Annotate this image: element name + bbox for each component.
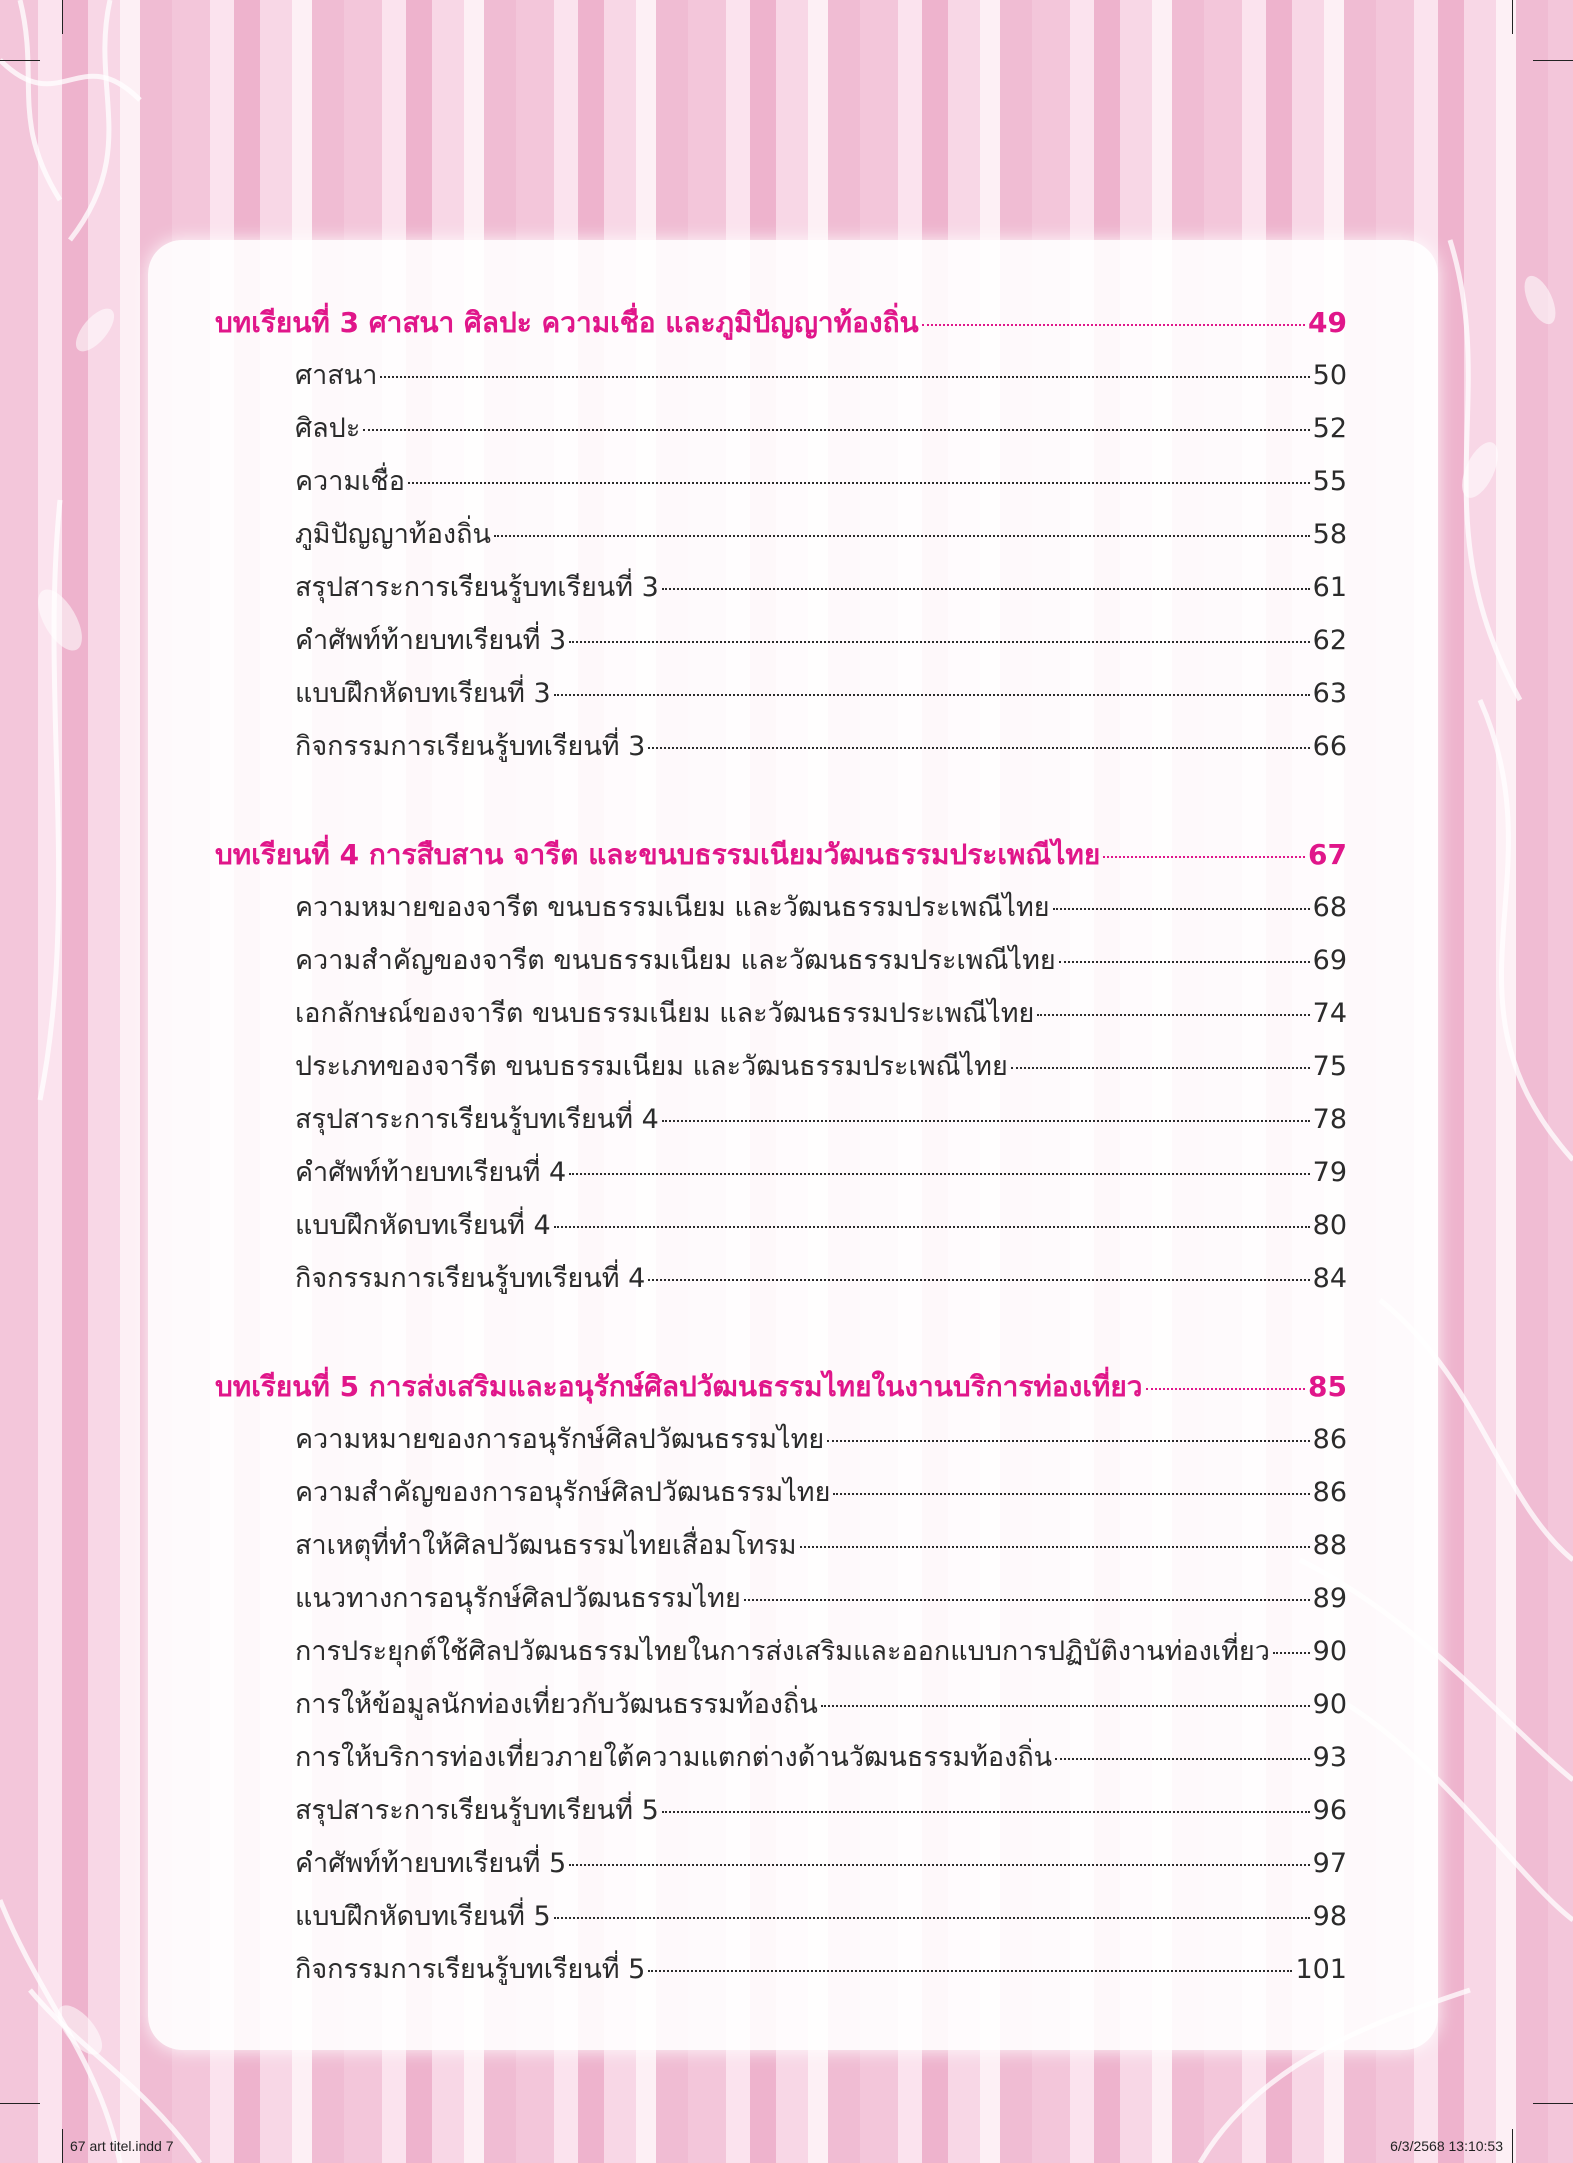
entry-page-number: 62 <box>1312 625 1347 656</box>
chapter-title: บทเรียนที่ 5 การส่งเสริมและอนุรักษ์ศิลปวัฒนธรรมไทยในงานบริการท่องเที่ยว <box>215 1370 1143 1403</box>
entry-title: ศิลปะ <box>295 413 361 444</box>
toc-entry[interactable] <box>215 1943 1347 1996</box>
dot-leader <box>1146 1388 1306 1390</box>
entry-title: เอกลักษณ์ของจารีต ขนบธรรมเนียม และวัฒนธรรมประเพณีไทย <box>295 998 1035 1029</box>
entry-title: คำศัพท์ท้ายบทเรียนที่ 3 <box>295 625 567 656</box>
crop-mark <box>1533 2103 1573 2104</box>
entry-title: การให้ข้อมูลนักท่องเที่ยวกับวัฒนธรรมท้องถิ่น <box>295 1689 818 1720</box>
dot-leader <box>554 694 1310 696</box>
chapter-heading[interactable] <box>215 1360 1347 1413</box>
table-of-contents <box>215 296 1347 1996</box>
entry-title: ประเภทของจารีต ขนบธรรมเนียม และวัฒนธรรมประเพณีไทย <box>295 1051 1008 1082</box>
entry-page-number: 84 <box>1312 1263 1347 1294</box>
chapter-title: บทเรียนที่ 3 ศาสนา ศิลปะ ความเชื่อ และภูมิปัญญาท้องถิ่น <box>215 306 919 339</box>
toc-entry[interactable] <box>215 402 1347 455</box>
dot-leader <box>648 747 1309 749</box>
dot-leader <box>554 1917 1310 1919</box>
toc-entry[interactable] <box>215 1678 1347 1731</box>
toc-entry[interactable] <box>215 508 1347 561</box>
entry-title: แบบฝึกหัดบทเรียนที่ 5 <box>295 1901 551 1932</box>
dot-leader <box>662 1811 1310 1813</box>
dot-leader <box>800 1546 1310 1548</box>
entry-page-number: 68 <box>1312 892 1347 923</box>
dot-leader <box>1037 1014 1309 1016</box>
dot-leader <box>569 1173 1309 1175</box>
entry-title: กิจกรรมการเรียนรู้บทเรียนที่ 5 <box>295 1954 646 1985</box>
entry-page-number: 78 <box>1312 1104 1347 1135</box>
dot-leader <box>1011 1067 1310 1069</box>
crop-mark <box>1512 2129 1513 2163</box>
chapter-heading[interactable] <box>215 828 1347 881</box>
entry-page-number: 66 <box>1312 731 1347 762</box>
footer-file-slug: 67 art titel.indd 7 <box>70 2138 174 2154</box>
dot-leader <box>1273 1652 1310 1654</box>
entry-title: ความสำคัญของการอนุรักษ์ศิลปวัฒนธรรมไทย <box>295 1477 831 1508</box>
toc-entry[interactable] <box>215 1890 1347 1943</box>
dot-leader <box>1055 1758 1310 1760</box>
toc-entry[interactable] <box>215 1784 1347 1837</box>
entry-page-number: 89 <box>1312 1583 1347 1614</box>
entry-title: แบบฝึกหัดบทเรียนที่ 3 <box>295 678 551 709</box>
entry-page-number: 90 <box>1312 1689 1347 1720</box>
toc-entry[interactable] <box>215 1199 1347 1252</box>
entry-title: ภูมิปัญญาท้องถิ่น <box>295 519 491 550</box>
toc-entry[interactable] <box>215 1731 1347 1784</box>
entry-page-number: 75 <box>1312 1051 1347 1082</box>
toc-entry[interactable] <box>215 1413 1347 1466</box>
entry-title: แบบฝึกหัดบทเรียนที่ 4 <box>295 1210 551 1241</box>
entry-page-number: 88 <box>1312 1530 1347 1561</box>
toc-entry[interactable] <box>215 1146 1347 1199</box>
toc-entry[interactable] <box>215 1252 1347 1305</box>
dot-leader <box>821 1705 1310 1707</box>
toc-entry[interactable] <box>215 455 1347 508</box>
toc-entry[interactable] <box>215 987 1347 1040</box>
toc-chapter <box>215 1360 1347 1996</box>
toc-entry[interactable] <box>215 1625 1347 1678</box>
chapter-title: บทเรียนที่ 4 การสืบสาน จารีต และขนบธรรมเนียมวัฒนธรรมประเพณีไทย <box>215 838 1101 871</box>
entry-page-number: 98 <box>1312 1901 1347 1932</box>
footer-timestamp: 6/3/2568 13:10:53 <box>1390 2138 1503 2154</box>
chapter-page-number: 67 <box>1308 838 1347 871</box>
entry-title: ศาสนา <box>295 360 378 391</box>
entry-title: คำศัพท์ท้ายบทเรียนที่ 4 <box>295 1157 567 1188</box>
dot-leader <box>648 1970 1292 1972</box>
crop-mark <box>62 2129 63 2163</box>
entry-page-number: 50 <box>1312 360 1347 391</box>
dot-leader <box>833 1493 1309 1495</box>
toc-entry[interactable] <box>215 1519 1347 1572</box>
dot-leader <box>494 535 1310 537</box>
dot-leader <box>569 1864 1309 1866</box>
dot-leader <box>380 376 1309 378</box>
entry-page-number: 63 <box>1312 678 1347 709</box>
toc-entry[interactable] <box>215 1040 1347 1093</box>
dot-leader <box>662 588 1310 590</box>
entry-title: สรุปสาระการเรียนรู้บทเรียนที่ 3 <box>295 572 659 603</box>
entry-page-number: 97 <box>1312 1848 1347 1879</box>
entry-page-number: 69 <box>1312 945 1347 976</box>
entry-title: ความสำคัญของจารีต ขนบธรรมเนียม และวัฒนธรรมประเพณีไทย <box>295 945 1056 976</box>
chapter-heading[interactable] <box>215 296 1347 349</box>
entry-title: ความหมายของจารีต ขนบธรรมเนียม และวัฒนธรรมประเพณีไทย <box>295 892 1050 923</box>
entry-page-number: 101 <box>1295 1954 1347 1985</box>
entry-page-number: 55 <box>1312 466 1347 497</box>
entry-title: การให้บริการท่องเที่ยวภายใต้ความแตกต่างด้านวัฒนธรรมท้องถิ่น <box>295 1742 1053 1773</box>
entry-title: ความหมายของการอนุรักษ์ศิลปวัฒนธรรมไทย <box>295 1424 825 1455</box>
toc-entry[interactable] <box>215 1837 1347 1890</box>
entry-title: สรุปสาระการเรียนรู้บทเรียนที่ 5 <box>295 1795 659 1826</box>
dot-leader <box>408 482 1310 484</box>
toc-entry[interactable] <box>215 349 1347 402</box>
toc-entry[interactable] <box>215 614 1347 667</box>
chapter-page-number: 85 <box>1308 1370 1347 1403</box>
entry-page-number: 86 <box>1312 1424 1347 1455</box>
entry-page-number: 58 <box>1312 519 1347 550</box>
toc-chapter <box>215 296 1347 773</box>
toc-chapter <box>215 828 1347 1305</box>
dot-leader <box>662 1120 1310 1122</box>
dot-leader <box>1103 856 1305 858</box>
entry-page-number: 79 <box>1312 1157 1347 1188</box>
dot-leader <box>554 1226 1310 1228</box>
entry-page-number: 93 <box>1312 1742 1347 1773</box>
dot-leader <box>363 429 1309 431</box>
toc-entry[interactable] <box>215 934 1347 987</box>
entry-page-number: 90 <box>1312 1636 1347 1667</box>
dot-leader <box>569 641 1309 643</box>
crop-mark <box>62 0 63 34</box>
toc-entry[interactable] <box>215 720 1347 773</box>
entry-page-number: 96 <box>1312 1795 1347 1826</box>
entry-title: คำศัพท์ท้ายบทเรียนที่ 5 <box>295 1848 567 1879</box>
toc-entry[interactable] <box>215 881 1347 934</box>
dot-leader <box>922 324 1305 326</box>
crop-mark <box>0 2103 40 2104</box>
entry-title: แนวทางการอนุรักษ์ศิลปวัฒนธรรมไทย <box>295 1583 741 1614</box>
toc-entry[interactable] <box>215 667 1347 720</box>
entry-page-number: 74 <box>1312 998 1347 1029</box>
toc-entry[interactable] <box>215 561 1347 614</box>
toc-entry[interactable] <box>215 1572 1347 1625</box>
entry-title: กิจกรรมการเรียนรู้บทเรียนที่ 4 <box>295 1263 646 1294</box>
toc-entry[interactable] <box>215 1093 1347 1146</box>
toc-entry[interactable] <box>215 1466 1347 1519</box>
entry-page-number: 86 <box>1312 1477 1347 1508</box>
entry-title: การประยุกต์ใช้ศิลปวัฒนธรรมไทยในการส่งเสริมและออกแบบการปฏิบัติงานท่องเที่ยว <box>295 1636 1270 1667</box>
entry-page-number: 52 <box>1312 413 1347 444</box>
dot-leader <box>648 1279 1309 1281</box>
entry-page-number: 80 <box>1312 1210 1347 1241</box>
entry-page-number: 61 <box>1312 572 1347 603</box>
crop-mark <box>1533 60 1573 61</box>
dot-leader <box>827 1440 1309 1442</box>
entry-title: สรุปสาระการเรียนรู้บทเรียนที่ 4 <box>295 1104 659 1135</box>
dot-leader <box>744 1599 1310 1601</box>
dot-leader <box>1059 961 1310 963</box>
crop-mark <box>1512 0 1513 34</box>
entry-title: สาเหตุที่ทำให้ศิลปวัฒนธรรมไทยเสื่อมโทรม <box>295 1530 797 1561</box>
entry-title: กิจกรรมการเรียนรู้บทเรียนที่ 3 <box>295 731 646 762</box>
crop-mark <box>0 60 40 61</box>
entry-title: ความเชื่อ <box>295 466 405 497</box>
dot-leader <box>1053 908 1310 910</box>
chapter-page-number: 49 <box>1308 306 1347 339</box>
